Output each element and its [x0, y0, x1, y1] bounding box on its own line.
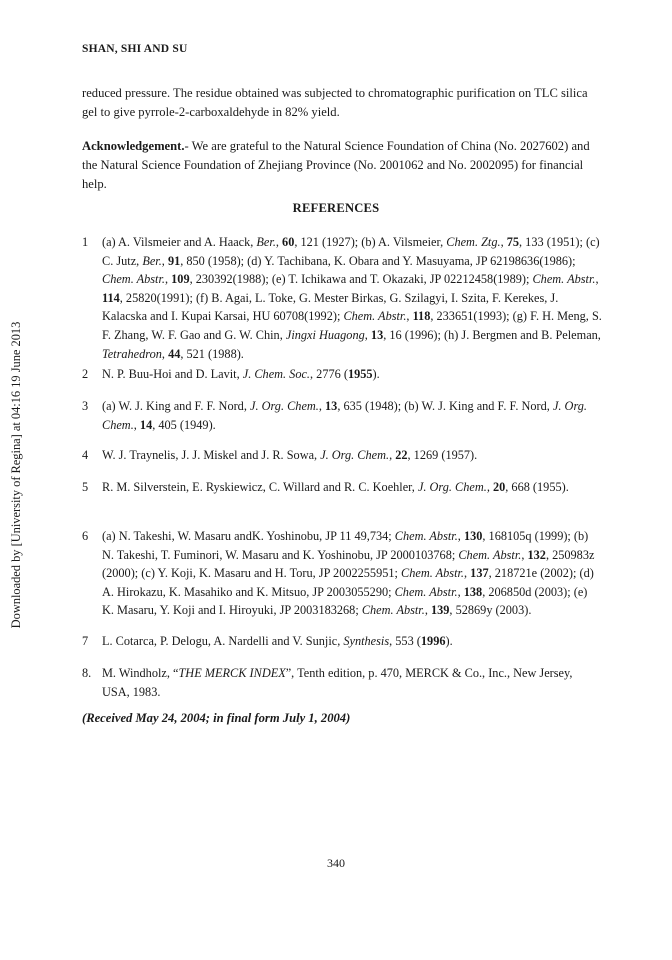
volume-number: 138	[463, 584, 483, 599]
citation-text: ”, Tenth edition, p. 470, MERCK & Co., Inc., New Jersey, USA, 1983.	[102, 666, 573, 699]
citation-text: R. M. Silverstein, E. Ryskiewicz, C. Willard and R. C. Koehler,	[102, 480, 418, 494]
citation-text: ,	[521, 547, 528, 562]
citation-text: (a) A. Vilsmeier and A. Haack,	[102, 235, 257, 249]
reference-item-7	[82, 632, 602, 651]
journal-title: Tetrahedron	[102, 346, 162, 361]
citation-text: , 553 (	[389, 634, 421, 648]
citation-text: W. J. Traynelis, J. J. Miskel and J. R. Sowa,	[102, 448, 321, 462]
journal-title: Chem. Abstr.	[343, 309, 407, 324]
acknowledgement-label: Acknowledgement.	[82, 139, 185, 153]
citation-text: ,	[595, 272, 599, 287]
reference-item-4	[82, 446, 602, 465]
citation-text: , 206850d (2003); (e) K. Masaru, Y. Koji and I. Hiroyuki, JP 2003183268;	[102, 584, 588, 618]
citation-text: ,	[389, 448, 396, 462]
citation-text: ,	[500, 235, 507, 249]
citation-text: ,	[318, 399, 326, 413]
volume-number: 137	[470, 566, 489, 581]
citation-text: L. Cotarca, P. Delogu, A. Nardelli and V. Sunjic,	[102, 634, 344, 648]
reference-number: 7	[82, 634, 89, 648]
volume-number: 130	[463, 529, 483, 543]
citation-text: , 1269 (1957).	[407, 448, 478, 462]
volume-number: 75	[506, 235, 520, 249]
citation-text: ,	[275, 235, 283, 249]
citation-text: ,	[133, 417, 140, 432]
acknowledgement-text: - We are grateful to the Natural Science Foundation of China (No. 2027602) and the Natural Science Foundation of Zhejiang Province (No. 2001062 and No. 2002095) for financial help.	[82, 139, 590, 191]
journal-title: Chem. Abstr.	[102, 272, 165, 287]
journal-title: Ber.	[142, 253, 162, 268]
citation-text: , 635 (1948); (b) W. J. King and F. F. Nord,	[337, 399, 553, 413]
reference-item-5	[82, 478, 602, 497]
volume-number: 91	[167, 253, 181, 268]
reference-item-2	[82, 365, 602, 384]
citation-text: , 230392(1988); (e) T. Ichikawa and T. Okazaki, JP 02212458(1989);	[189, 272, 533, 287]
citation-text: ,	[161, 346, 169, 361]
journal-title: J. Org. Chem.	[249, 399, 319, 413]
volume-number: 118	[412, 309, 431, 324]
journal-title: Ber.	[256, 235, 276, 249]
reference-item-3	[82, 397, 602, 434]
volume-number: 14	[139, 417, 153, 432]
volume-number: 20	[492, 480, 506, 494]
citation-text: ,	[424, 603, 431, 618]
reference-text	[102, 664, 602, 701]
volume-number: 44	[168, 346, 181, 361]
citation-text: , 168105q (1999); (b) N. Takeshi, T. Fuminori, W. Masaru and K. Yoshinobu, JP 2000103768;	[102, 529, 589, 562]
download-watermark: Downloaded by [University of Regina] at 04:16 19 June 2013	[9, 321, 23, 629]
citation-text: ).	[445, 634, 453, 648]
journal-title: J. Org. Chem.	[320, 448, 390, 462]
citation-text: , 668 (1955).	[505, 480, 569, 494]
citation-text: ).	[372, 367, 380, 381]
citation-text: (a) W. J. King and F. F. Nord,	[102, 399, 250, 413]
citation-text: ,	[464, 566, 471, 581]
volume-number: 139	[430, 603, 450, 618]
citation-text: , 218721e (2002); (d) A. Hirokazu, K. Masahiko and K. Mitsuo, JP 2003055290;	[102, 566, 594, 599]
reference-number: 8.	[82, 666, 92, 680]
citation-text: , 233651(1993); (g) F. H. Meng, S. F. Zhang, W. F. Gao and G. W. Chin,	[102, 309, 602, 342]
journal-title: Chem. Abstr.	[532, 272, 596, 287]
citation-text: ,	[164, 272, 172, 287]
reference-number: 2	[82, 367, 89, 381]
body-paragraph: reduced pressure. The residue obtained was subjected to chromatographic purification on TLC silica gel to give pyrrole-2-carboxaldehyde in 82% yield.	[82, 86, 588, 119]
journal-title: Chem. Abstr.	[401, 566, 465, 581]
volume-number: 13	[370, 327, 384, 342]
journal-title: J. Org. Chem.	[102, 399, 587, 432]
reference-text	[102, 365, 602, 384]
journal-title: Jingxi Huagong	[285, 327, 365, 342]
journal-title: Chem. Ztg.	[446, 235, 501, 249]
citation-text: , 405 (1949).	[152, 417, 216, 432]
reference-text	[102, 632, 602, 651]
volume-number: 132	[527, 547, 546, 562]
citation-text: ,	[457, 529, 464, 543]
references-heading: REFERENCES	[292, 201, 380, 215]
journal-title: J. Chem. Soc.	[242, 367, 311, 381]
citation-text: ,	[406, 309, 413, 324]
citation-text: , 850 (1958); (d) Y. Tachibana, K. Obara and Y. Masuyama, JP 62198636(1986);	[180, 253, 576, 268]
citation-text: ,	[161, 253, 168, 268]
journal-title: J. Org. Chem.,	[417, 480, 490, 494]
reference-text	[102, 527, 602, 620]
citation-text: N. P. Buu-Hoi and D. Lavit,	[102, 367, 243, 381]
received-dates: (Received May 24, 2004; in final form July 1, 2004)	[82, 711, 351, 725]
reference-item-1	[82, 233, 602, 363]
citation-text: , 2776 (	[310, 367, 348, 381]
volume-number: 109	[171, 272, 190, 287]
reference-number: 5	[82, 480, 89, 494]
volume-number: 22	[395, 448, 408, 462]
volume-number: 60	[282, 235, 295, 249]
journal-title: Synthesis	[343, 634, 390, 648]
reference-number: 3	[82, 399, 89, 413]
reference-item-8	[82, 664, 602, 701]
reference-number: 6	[82, 529, 89, 543]
citation-text: , 52869y (2003).	[449, 603, 532, 618]
volume-number: 1955	[347, 367, 373, 381]
running-header: SHAN, SHI AND SU	[82, 43, 188, 55]
reference-text	[102, 446, 602, 465]
journal-title: THE MERCK INDEX	[178, 666, 286, 680]
citation-text: , 521 (1988).	[180, 346, 244, 361]
citation-text: , 250983z (2000); (c) Y. Koji, K. Masaru and H. Toru, JP 2002255951;	[102, 547, 595, 581]
citation-text: , 133 (1951); (c) C. Jutz,	[102, 235, 600, 268]
journal-title: Chem. Abstr.	[361, 603, 425, 618]
reference-number: 4	[82, 448, 89, 462]
citation-text: , 121 (1927); (b) A. Vilsmeier,	[294, 235, 447, 249]
reference-text	[102, 397, 602, 434]
reference-item-6	[82, 527, 602, 620]
journal-title: Chem. Abstr.	[394, 584, 458, 599]
citation-text: M. Windholz, “	[102, 666, 179, 680]
citation-text: (a) N. Takeshi, W. Masaru andK. Yoshinobu, JP 11 49,734;	[102, 529, 395, 543]
volume-number: 13	[325, 399, 338, 413]
reference-text	[102, 478, 602, 497]
citation-text: ,	[457, 584, 464, 599]
reference-number: 1	[82, 235, 89, 249]
volume-number: 114	[102, 290, 120, 305]
acknowledgement-paragraph	[82, 137, 602, 193]
journal-title: Chem. Abstr.	[394, 529, 458, 543]
citation-text: , 25820(1991); (f) B. Agai, L. Toke, G. Mester Birkas, G. Szilagyi, I. Szita, F. Kerekes, J. Kalacska and I. Kupai Karsai, HU 60708(1992);	[102, 290, 559, 324]
volume-number: 1996	[420, 634, 446, 648]
journal-title: Chem. Abstr.	[458, 547, 522, 562]
reference-text	[102, 233, 602, 363]
citation-text: ,	[364, 327, 371, 342]
citation-text: , 16 (1996); (h) J. Bergmen and B. Peleman,	[383, 327, 601, 342]
page-number: 340	[327, 856, 345, 870]
